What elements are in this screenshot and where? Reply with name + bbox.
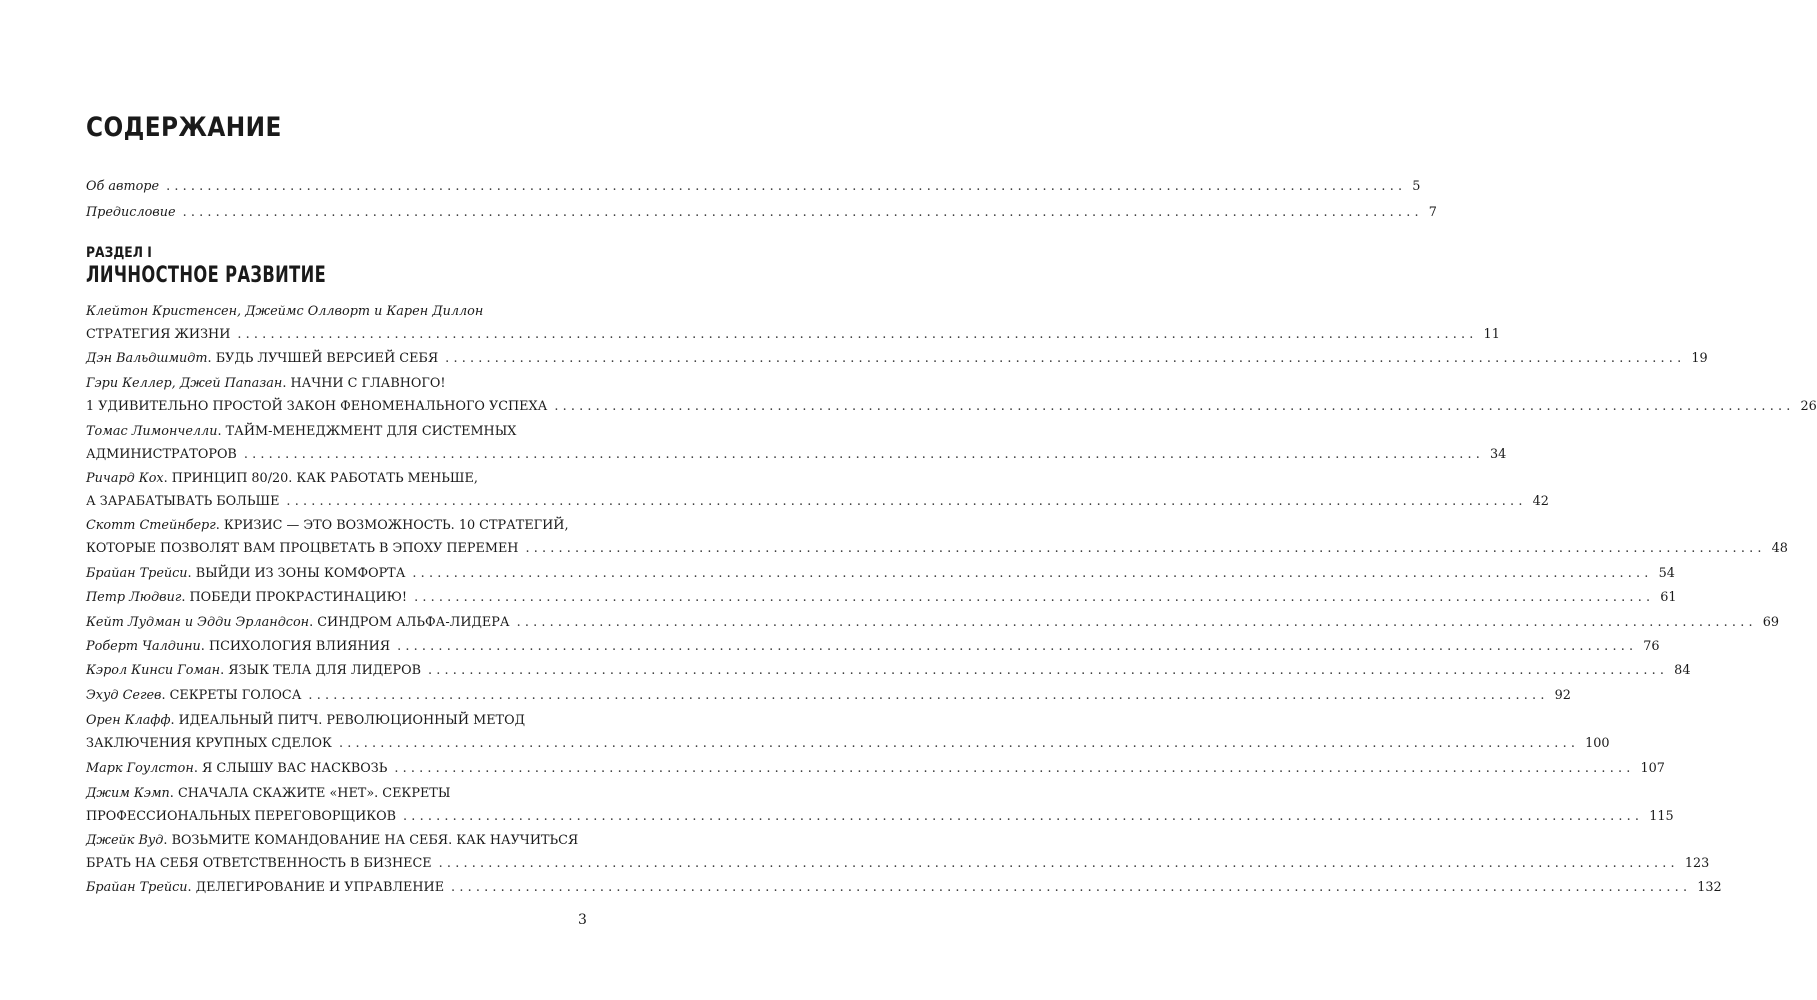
entry-page: 84 — [1674, 663, 1691, 678]
entry-author: Джейк Вуд — [86, 833, 164, 848]
entry-title: ВЫЙДИ ИЗ ЗОНЫ КОМФОРТА — [195, 566, 406, 581]
toc-entry-continued[interactable] — [86, 807, 1674, 827]
toc-entry[interactable]: Орен Клафф. ИДЕАЛЬНЫЙ ПИТЧ. РЕВОЛЮЦИОННЫЙ МЕТОД — [86, 713, 525, 728]
toc-entry-continued[interactable] — [86, 539, 1788, 559]
entry-author: Клейтон Кристенсен, Джеймс Оллворт и Карен Диллон — [86, 304, 484, 319]
entry-title: НАЧНИ С ГЛАВНОГО! — [290, 376, 446, 391]
entry-title: ПРОФЕССИОНАЛЬНЫХ ПЕРЕГОВОРЩИКОВ — [86, 809, 397, 824]
toc-entry[interactable]: Петр Людвиг. ПОБЕДИ ПРОКРАСТИНАЦИЮ! ...................................................................................................................................................... 61 — [86, 588, 594, 608]
entry-page: 61 — [1660, 590, 1677, 605]
dot-leader: ...................................................................................................................................................... — [428, 663, 1669, 678]
entry-page: 132 — [1697, 880, 1722, 895]
page-title: СОДЕРЖАНИЕ — [86, 112, 282, 143]
entry-page: 115 — [1649, 809, 1674, 824]
toc-entry-continued[interactable] — [86, 492, 1549, 512]
entry-page: 7 — [1428, 205, 1437, 220]
dot-leader: ...................................................................................................................................................... — [403, 809, 1644, 824]
dot-leader: ...................................................................................................................................................... — [414, 590, 1655, 605]
entry-title: ВОЗЬМИТЕ КОМАНДОВАНИЕ НА СЕБЯ. КАК НАУЧИТЬСЯ — [171, 833, 579, 848]
toc-entry[interactable]: Кейт Лудман и Эдди Эрландсон. СИНДРОМ АЛЬФА-ЛИДЕРА ...................................................................................................................................................... 69 — [86, 613, 594, 633]
entry-title: СТРАТЕГИЯ ЖИЗНИ — [86, 327, 231, 342]
entry-title: СНАЧАЛА СКАЖИТЕ «НЕТ». СЕКРЕТЫ — [177, 786, 451, 801]
entry-label: Об авторе — [86, 179, 160, 194]
entry-page: 34 — [1490, 447, 1507, 462]
entry-author: Кейт Лудман и Эдди Эрландсон — [86, 615, 310, 630]
toc-entry[interactable]: Кэрол Кинси Гоман. ЯЗЫК ТЕЛА ДЛЯ ЛИДЕРОВ ...................................................................................................................................................... 84 — [86, 661, 594, 681]
dot-leader: ...................................................................................................................................................... — [308, 688, 1549, 703]
entry-page: 48 — [1771, 541, 1788, 556]
entry-author: Роберт Чалдини — [86, 639, 201, 654]
entry-page: 123 — [1684, 856, 1710, 871]
entry-page: 42 — [1532, 494, 1549, 509]
entry-title: БРАТЬ НА СЕБЯ ОТВЕТСТВЕННОСТЬ В БИЗНЕСЕ — [86, 856, 432, 871]
entry-title: КРИЗИС — ЭТО ВОЗМОЖНОСТЬ. 10 СТРАТЕГИЙ, — [223, 518, 569, 533]
toc-entry[interactable]: Эхуд Сегев. СЕКРЕТЫ ГОЛОСА ...................................................................................................................................................... 92 — [86, 686, 594, 706]
entry-title: А ЗАРАБАТЫВАТЬ БОЛЬШЕ — [86, 494, 280, 509]
entry-page: 54 — [1658, 566, 1675, 581]
toc-entry[interactable]: Марк Гоулстон. Я СЛЫШУ ВАС НАСКВОЗЬ ...................................................................................................................................................... 107 — [86, 759, 594, 779]
entry-title: ПРИНЦИП 80/20. КАК РАБОТАТЬ МЕНЬШЕ, — [171, 471, 478, 486]
toc-entry-preface[interactable] — [86, 203, 1437, 223]
entry-title: ДЕЛЕГИРОВАНИЕ И УПРАВЛЕНИЕ — [195, 880, 445, 895]
entry-title: ЯЗЫК ТЕЛА ДЛЯ ЛИДЕРОВ — [228, 663, 421, 678]
entry-page: 69 — [1762, 615, 1780, 630]
dot-leader: ...................................................................................................................................................... — [438, 856, 1679, 871]
toc-entry[interactable]: Гэри Келлер, Джей Папазан. НАЧНИ С ГЛАВНОГО! — [86, 376, 446, 391]
entry-label: Предисловие — [86, 205, 176, 220]
dot-leader: ...................................................................................................................................................... — [286, 494, 1527, 509]
toc-entry[interactable] — [86, 302, 594, 322]
entry-author: Скотт Стейнберг — [86, 518, 216, 533]
dot-leader: ...................................................................................................................................................... — [166, 179, 1407, 194]
dot-leader: ...................................................................................................................................................... — [412, 566, 1653, 581]
entry-title: 1 УДИВИТЕЛЬНО ПРОСТОЙ ЗАКОН ФЕНОМЕНАЛЬНОГО УСПЕХА — [86, 399, 548, 414]
toc-entry-about-author[interactable] — [86, 177, 1421, 197]
dot-leader: ...................................................................................................................................................... — [554, 399, 1795, 414]
entry-author: Эхуд Сегев — [86, 688, 162, 703]
toc-entry-continued[interactable] — [86, 325, 1500, 345]
toc-entry[interactable]: Джейк Вуд. ВОЗЬМИТЕ КОМАНДОВАНИЕ НА СЕБЯ. КАК НАУЧИТЬСЯ — [86, 833, 579, 848]
dot-leader: ...................................................................................................................................................... — [397, 639, 1638, 654]
entry-author: Ричард Кох — [86, 471, 164, 486]
dot-leader: ...................................................................................................................................................... — [394, 761, 1635, 776]
toc-entry-continued[interactable] — [86, 734, 1610, 754]
section-title: ЛИЧНОСТНОЕ РАЗВИТИЕ — [86, 263, 327, 288]
entry-page: 100 — [1585, 736, 1610, 751]
entry-author: Петр Людвиг — [86, 590, 182, 605]
entry-author: Орен Клафф — [86, 713, 171, 728]
page-number: 3 — [578, 912, 587, 928]
entry-page: 92 — [1554, 688, 1571, 703]
dot-leader: ...................................................................................................................................................... — [451, 880, 1692, 895]
entry-author: Кэрол Кинси Гоман — [86, 663, 221, 678]
entry-title: АДМИНИСТРАТОРОВ — [86, 447, 237, 462]
dot-leader: ...................................................................................................................................................... — [237, 327, 1478, 342]
toc-entry[interactable]: Джим Кэмп. СНАЧАЛА СКАЖИТЕ «НЕТ». СЕКРЕТЫ — [86, 786, 451, 801]
entry-title: СИНДРОМ АЛЬФА-ЛИДЕРА — [317, 615, 510, 630]
entry-page: 107 — [1640, 761, 1665, 776]
entry-title: ЗАКЛЮЧЕНИЯ КРУПНЫХ СДЕЛОК — [86, 736, 332, 751]
entry-title: СЕКРЕТЫ ГОЛОСА — [169, 688, 302, 703]
toc-entry[interactable]: Томас Лимончелли. ТАЙМ-МЕНЕДЖМЕНТ ДЛЯ СИСТЕМНЫХ — [86, 424, 517, 439]
entry-title: ИДЕАЛЬНЫЙ ПИТЧ. РЕВОЛЮЦИОННЫЙ МЕТОД — [178, 713, 525, 728]
entry-title: ПОБЕДИ ПРОКРАСТИНАЦИЮ! — [189, 590, 408, 605]
entry-author: Дэн Вальдшмидт — [86, 351, 208, 366]
entry-page: 76 — [1643, 639, 1660, 654]
entry-title: ПСИХОЛОГИЯ ВЛИЯНИЯ — [208, 639, 391, 654]
toc-entry-continued[interactable] — [86, 397, 1817, 417]
dot-leader: ...................................................................................................................................................... — [182, 205, 1423, 220]
dot-leader: ...................................................................................................................................................... — [338, 736, 1580, 751]
entry-author: Гэри Келлер, Джей Папазан — [86, 376, 283, 391]
toc-entry[interactable]: Ричард Кох. ПРИНЦИП 80/20. КАК РАБОТАТЬ МЕНЬШЕ, — [86, 471, 478, 486]
entry-title: Я СЛЫШУ ВАС НАСКВОЗЬ — [201, 761, 388, 776]
entry-page: 11 — [1483, 327, 1500, 342]
toc-entry[interactable]: Дэн Вальдшмидт. БУДЬ ЛУЧШЕЙ ВЕРСИЕЙ СЕБЯ ...................................................................................................................................................... 19 — [86, 349, 594, 369]
dot-leader: ...................................................................................................................................................... — [243, 447, 1485, 462]
entry-page: 5 — [1412, 179, 1421, 194]
entry-author: Томас Лимончелли — [86, 424, 218, 439]
toc-entry[interactable]: Скотт Стейнберг. КРИЗИС — ЭТО ВОЗМОЖНОСТЬ. 10 СТРАТЕГИЙ, — [86, 518, 569, 533]
entry-page: 19 — [1691, 351, 1708, 366]
toc-entry[interactable]: Роберт Чалдини. ПСИХОЛОГИЯ ВЛИЯНИЯ ...................................................................................................................................................... 76 — [86, 637, 594, 657]
toc-entry[interactable]: Брайан Трейси. ДЕЛЕГИРОВАНИЕ И УПРАВЛЕНИЕ ...................................................................................................................................................... 132 — [86, 878, 594, 898]
entry-author: Марк Гоулстон — [86, 761, 194, 776]
toc-entry-continued[interactable] — [86, 445, 1507, 465]
dot-leader: ...................................................................................................................................................... — [445, 351, 1686, 366]
entry-title: ТАЙМ-МЕНЕДЖМЕНТ ДЛЯ СИСТЕМНЫХ — [225, 424, 517, 439]
entry-title: БУДЬ ЛУЧШЕЙ ВЕРСИЕЙ СЕБЯ — [215, 351, 439, 366]
section-label: РАЗДЕЛ I — [86, 245, 152, 261]
entry-page: 26 — [1800, 399, 1817, 414]
toc-entry-continued[interactable] — [86, 854, 1710, 874]
entry-author: Джим Кэмп — [86, 786, 170, 801]
entry-author: Брайан Трейси — [86, 880, 188, 895]
toc-entry[interactable]: Брайан Трейси. ВЫЙДИ ИЗ ЗОНЫ КОМФОРТА ...................................................................................................................................................... 54 — [86, 564, 594, 584]
entry-author: Брайан Трейси — [86, 566, 188, 581]
dot-leader: ...................................................................................................................................................... — [525, 541, 1766, 556]
dot-leader: ...................................................................................................................................................... — [516, 615, 1757, 630]
entry-title: КОТОРЫЕ ПОЗВОЛЯТ ВАМ ПРОЦВЕТАТЬ В ЭПОХУ ПЕРЕМЕН — [86, 541, 519, 556]
